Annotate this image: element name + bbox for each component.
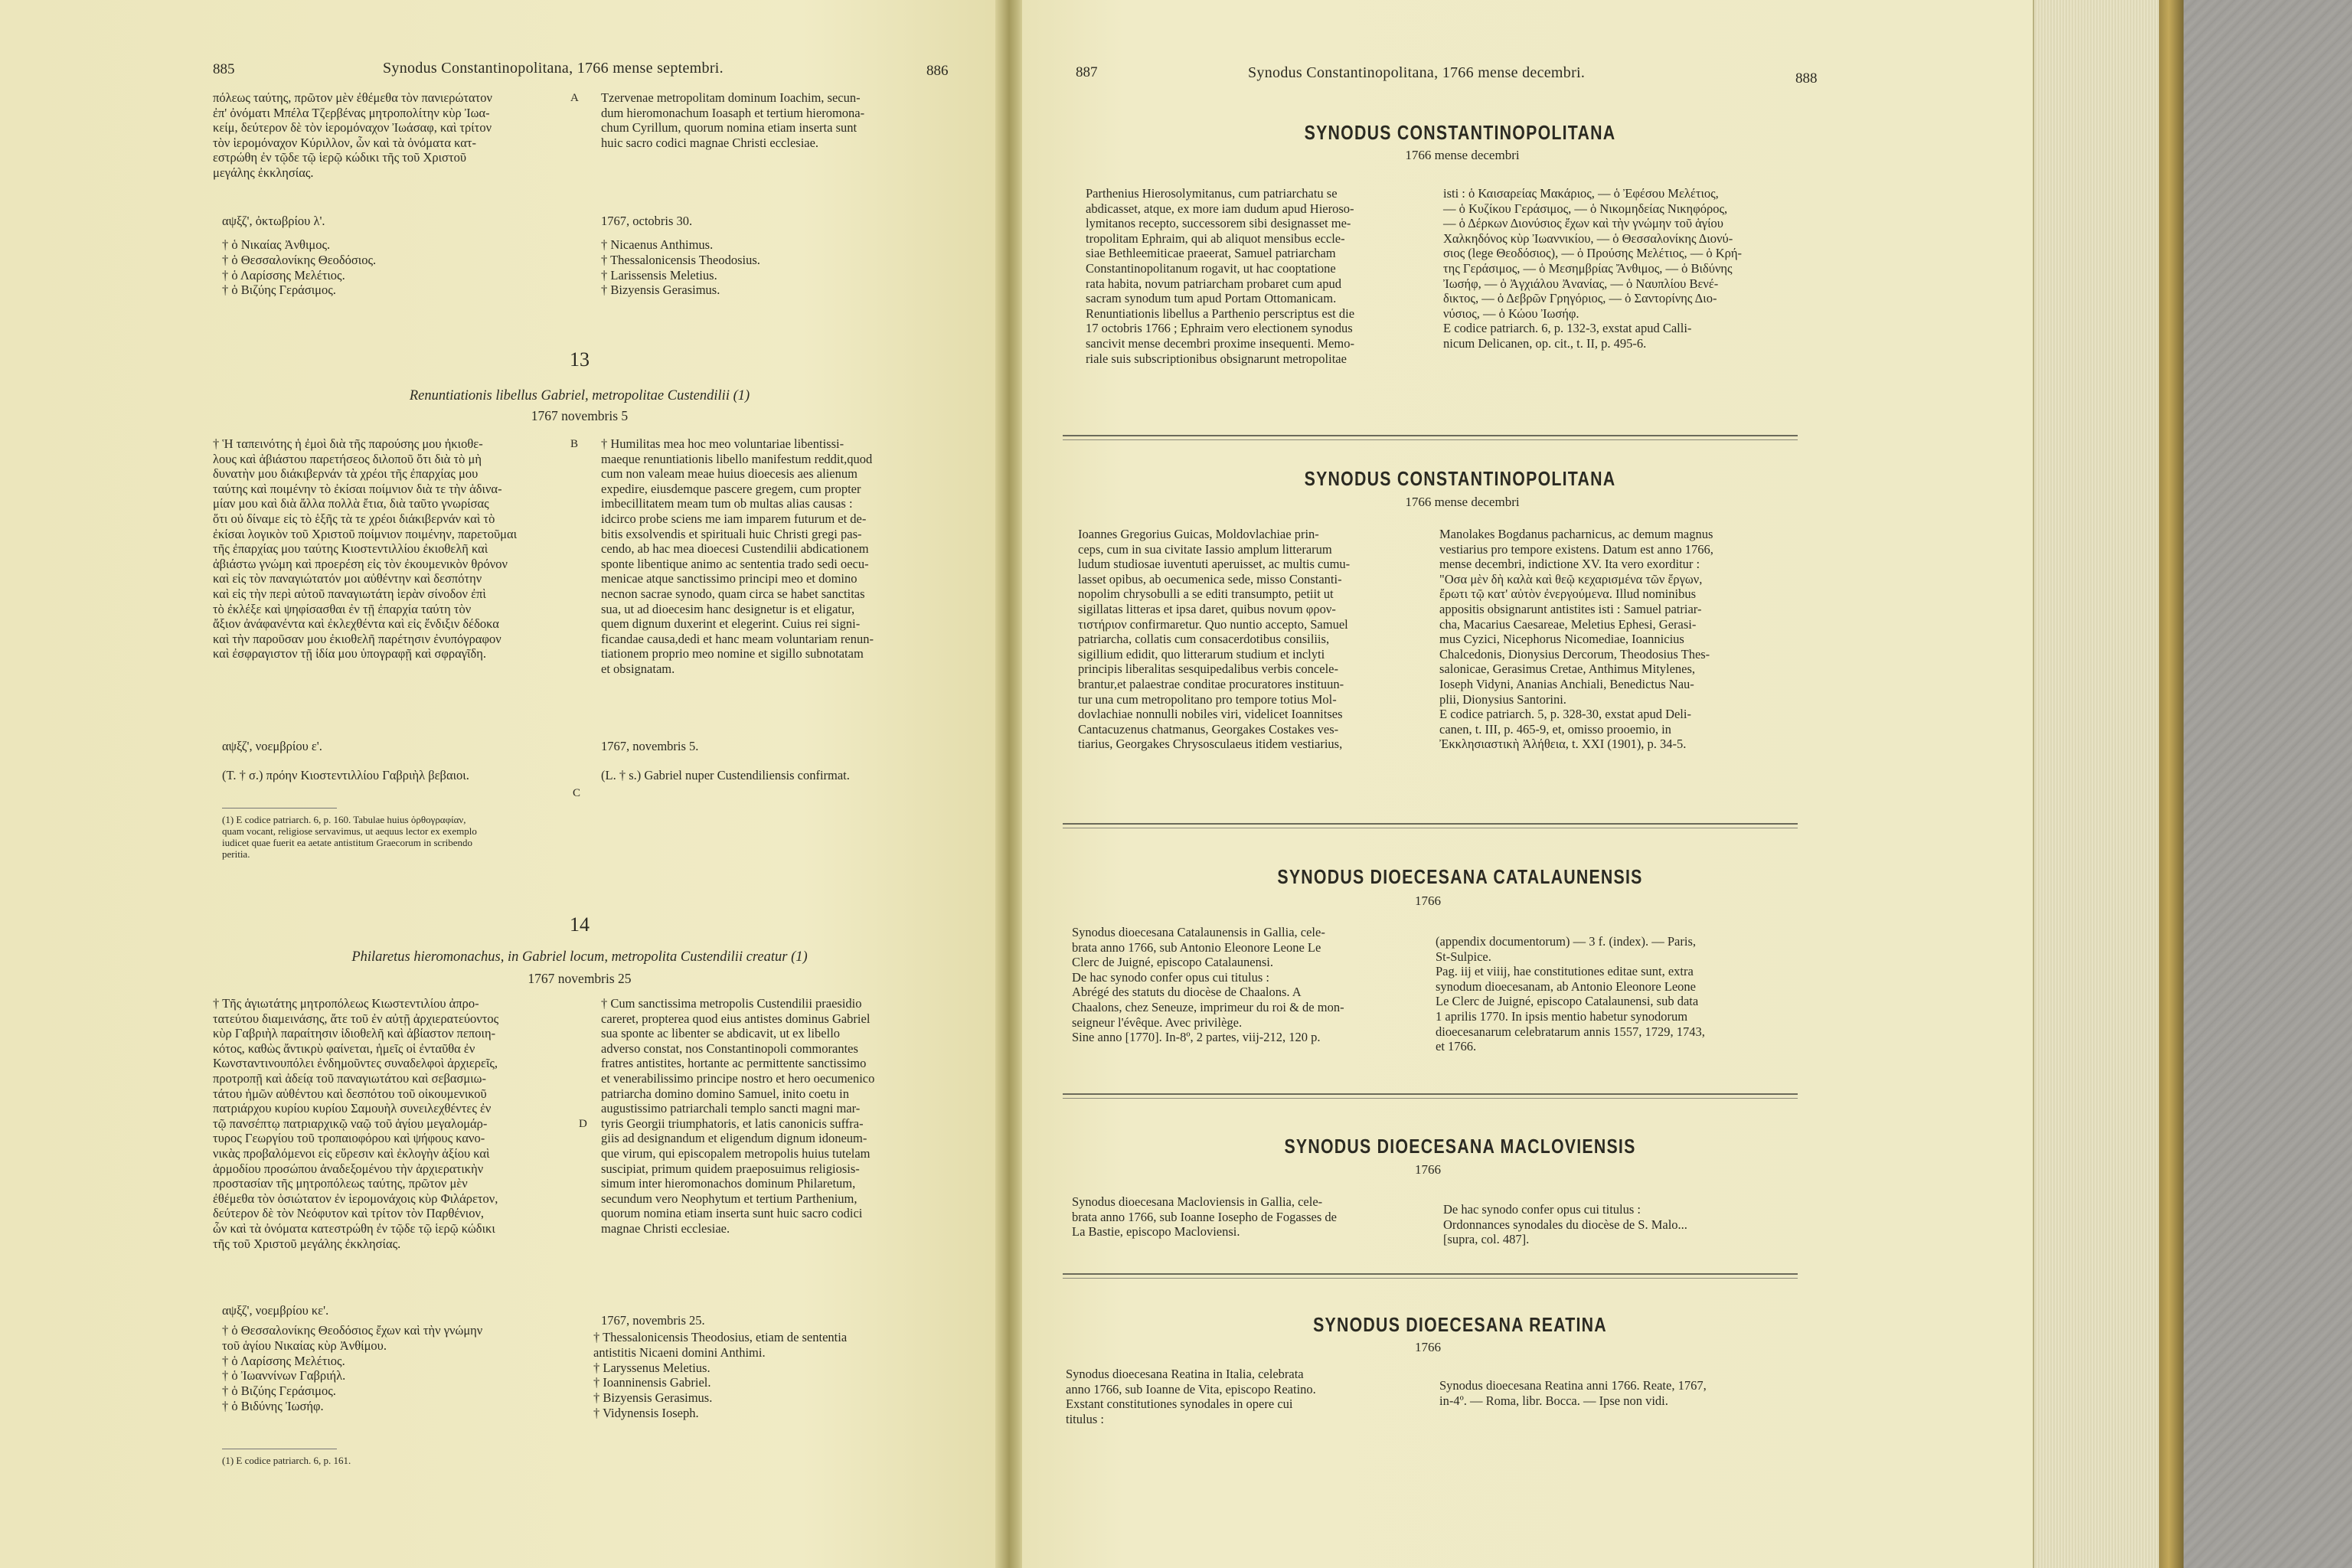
text-line: lasset opibus, ab oecumenica sede, misso Constanti- — [1078, 571, 1342, 586]
text-line: dioecesanarum celebratarum annis 1557, 1729, 1743, — [1436, 1024, 1705, 1039]
signature-line: † ὁ Θεσσαλονίκης Θεοδόσιος. — [222, 252, 377, 267]
text-line: salonicae, Gerasimus Cretae, Anthimus Mitylenes, — [1439, 662, 1696, 677]
text-line: ἐθέμεθα τὸν ὁσιώτατον ἐν ἱερομονάχοις κὺρ Φιλάρετον, — [213, 1191, 498, 1206]
text-line: careret, propterea quod eius antistes dominus Gabriel — [601, 1011, 871, 1026]
text-line: synodum dioecesanam, ab Antonio Eleonore Leone — [1436, 978, 1696, 994]
text-line: huic sacro codici magnae Christi ecclesiae. — [601, 135, 819, 150]
footnote-line: (1) E codice patriarch. 6, p. 160. Tabulae huius ὀρθογραφίαν, — [222, 814, 466, 825]
text-line: σιος (lege Θεοδόσιος), — ὁ Προύσης Μελέτιος, — ὁ Κρή- — [1443, 246, 1742, 261]
text-line: E codice patriarch. 5, p. 328-30, exstat apud Deli- — [1439, 707, 1691, 722]
text-line: κείμ, δεύτερον δὲ τὸν ἱερομόναχον Ἰωάσαφ, καὶ τρίτον — [213, 120, 492, 136]
text-line: E codice patriarch. 6, p. 132-3, exstat apud Calli- — [1443, 321, 1692, 336]
greek-date-14: αψξζ', νοεμβρίου κε'. — [222, 1303, 329, 1318]
text-line: que virum, qui episcopalem metropolis huius tutelam — [601, 1145, 871, 1161]
text-line: νικὰς προβαλόμενοι εἰς εὕρεσιν καὶ ἐκλογὴν ἀξίου καὶ — [213, 1145, 490, 1161]
section-rule-1 — [1063, 435, 1798, 436]
text-line: εστρώθη ἐν τῷδε τῷ ἱερῷ κώδικι τῆς τοῦ Χριστοῦ — [213, 150, 466, 165]
text-line: appositis obsignarunt antistites isti : Samuel patriar- — [1439, 601, 1702, 616]
text-line: necnon sacrae synodo, quam circa se habet sanctitas — [601, 586, 865, 601]
text-line: sua sponte ac libenter se abdicavit, ut ex libello — [601, 1026, 841, 1041]
text-line: ἔρωτι τῷ κατ' αὐτὸν ἐνεργούμενα. Illud nominibus — [1439, 586, 1697, 602]
text-line: Pag. iij et viiij, hae constitutiones editae sunt, extra — [1436, 964, 1694, 979]
text-line: mense decembri, indictione XV. Ita vero exorditur : — [1439, 557, 1700, 572]
text-line: — ὁ Δέρκων Διονύσιος ἔχων καὶ τὴν γνώμην τοῦ ἁγίου — [1443, 216, 1723, 231]
text-line: λους καὶ ἀβιάστου παρετήσεος διλοποῦ ὅτι διὰ τὸ μὴ — [213, 451, 482, 466]
text-line: De hac synodo confer opus cui titulus : — [1072, 969, 1269, 985]
text-line: Ordonnances synodales du diocèse de S. Malo... — [1443, 1217, 1687, 1232]
page-edges — [2033, 0, 2161, 1568]
text-line: cha, Macarius Caesareae, Meletius Ephesi, Gerasi- — [1439, 616, 1697, 632]
text-line: νύσιος, — ὁ Κώου Ἰωσήφ. — [1443, 305, 1579, 321]
text-line: Synodus dioecesana Macloviensis in Gallia, cele- — [1072, 1194, 1323, 1209]
text-line: της Γεράσιμος, — ὁ Μεσημβρίας Ἄνθιμος, — ὁ Βιδύνης — [1443, 260, 1733, 276]
section-title-4: SYNODUS DIOECESANA MACLOVIENSIS — [1284, 1135, 1636, 1158]
text-line: δεύτερον δὲ τὸν Νεόφυτον καὶ τρίτον τὸν Παρθένιον, — [213, 1206, 485, 1221]
text-line: † Τῆς ἁγιωτάτης μητροπόλεως Κιωστεντιλίου ἀπρο- — [213, 996, 479, 1011]
signature-line: † Vidynensis Ioseph. — [593, 1405, 699, 1420]
text-line: sigillium edidit, quo litterarum studium et inclyti — [1078, 646, 1325, 662]
section-title-1: SYNODUS CONSTANTINOPOLITANA — [1304, 121, 1616, 144]
book-cover-edge — [2159, 0, 2184, 1568]
text-line: τῆς τοῦ Χριστοῦ μεγάλης ἐκκλησίας. — [213, 1236, 401, 1251]
greek-date-13: αψξζ', νοεμβρίου ε'. — [222, 739, 322, 753]
section-date-5: 1766 — [1415, 1340, 1441, 1354]
latin-date-14: 1767, novembris 25. — [601, 1313, 705, 1328]
text-line: siae Bethleemiticae praeerat, Samuel patriarcham — [1086, 246, 1336, 261]
text-line: tiarius, Georgakes Chrysosculaeus itidem vestiarius, — [1078, 737, 1343, 752]
text-line: sponte libentique animo ac sententia trado sedi oecu- — [601, 556, 869, 571]
text-line: magnae Christi ecclesiae. — [601, 1220, 730, 1236]
signature-line: † ὁ Βιζύης Γεράσιμος. — [222, 283, 336, 298]
footnote-line: peritia. — [222, 848, 250, 860]
text-line: menicae atque sanctissimo principi meo et domino — [601, 571, 858, 586]
section-2-right-column — [1439, 527, 1792, 752]
text-line: Synodus dioecesana Catalaunensis in Gallia, cele- — [1072, 925, 1325, 939]
text-line: Χαλκηδόνος κὺρ Ἰωαννικίου, — ὁ Θεσσαλονίκης Διονύ- — [1443, 230, 1733, 246]
footnote-14: (1) E codice patriarch. 6, p. 161. — [222, 1455, 351, 1466]
text-line: ἀβιάστω γνώμη καὶ προερέση εἰς τὸν ἐκουμενικὸν θρόνον — [213, 556, 508, 571]
text-line: suscipiat, primum quidem praeposuimus religiosis- — [601, 1161, 860, 1176]
section-date-4: 1766 — [1415, 1162, 1441, 1177]
latin-date-13: 1767, novembris 5. — [601, 739, 699, 753]
text-line: simum inter hieromonachos dominum Philaretum, — [601, 1176, 856, 1191]
text-line: ὧν καὶ τὰ ὀνόματα κατεστρώθη ἐν τῷδε τῷ ἱερῷ κώδικι — [213, 1220, 495, 1236]
document-number-13: 13 — [570, 348, 590, 371]
greek-date-top: αψξζ', ὀκτωβρίου λ'. — [222, 214, 325, 228]
text-line: — ὁ Κυζίκου Γεράσιμος, — ὁ Νικομηδείας Νικηφόρος, — [1443, 201, 1728, 216]
section-date-1: 1766 mense decembri — [1405, 148, 1520, 162]
page-number-887: 887 — [1076, 64, 1098, 80]
margin-letter-b: B — [570, 438, 579, 450]
text-line: imbecillitatem meam tum ob multas alias causas : — [601, 496, 853, 511]
section-5-right-column — [1439, 1378, 1792, 1408]
text-line: adverso constat, nos Constantinopoli commorantes — [601, 1040, 858, 1056]
text-line: κότος, καθὼς ἄντικρὺ φαίνεται, ἡμεῖς οἱ ἐνταῦθα ἐν — [213, 1040, 475, 1056]
signature-line: † ὁ Νικαίας Ἀνθιμος. — [222, 237, 331, 252]
page-number-left: 885 — [213, 61, 235, 77]
text-line: ceps, cum in sua civitate Iassio amplum litterarum — [1078, 541, 1332, 557]
latin-column-14 — [601, 996, 946, 1236]
text-line: 17 octobris 1766 ; Ephraim vero electionem synodus — [1086, 321, 1353, 336]
section-3-left-column — [1072, 925, 1424, 1045]
text-line: idcirco probe sciens me iam imparem futurum et de- — [601, 511, 867, 526]
greek-signature-13: (T. † σ.) πρόην Κιοστεντιλλίου Γαβριὴλ βεβαιοι. — [222, 768, 469, 782]
section-rule-3 — [1063, 1093, 1798, 1095]
text-line: Ioannes Gregorius Guicas, Moldovlachiae prin- — [1078, 527, 1319, 541]
text-line: προστασίαν τῆς μητροπόλεως ταύτης, πρῶτον μὲν — [213, 1176, 468, 1191]
section-title-3: SYNODUS DIOECESANA CATALAUNENSIS — [1277, 865, 1643, 888]
text-line: St-Sulpice. — [1436, 949, 1491, 964]
section-date-2: 1766 mense decembri — [1405, 495, 1520, 509]
text-line: augustissimo patriarchali templo sancti magni mar- — [601, 1101, 861, 1116]
text-line: patriarcha domino domino Samuel, inito coetu in — [601, 1086, 849, 1101]
section-3-right-column — [1436, 934, 1788, 1054]
text-line: quorum nomina etiam inserta sunt huic sacro codici — [601, 1206, 863, 1221]
latin-signatures-14 — [593, 1330, 847, 1421]
text-line: bitis exsolvendis et spirituali huic Christi gregi pas- — [601, 526, 862, 541]
text-line: Κωνσταντινουπόλει ἐνδημοῦντες συναδελφοὶ ἀρχιερεῖς, — [213, 1056, 498, 1071]
signature-line: † ὁ Ἰωαννίνων Γαβριήλ. — [222, 1368, 346, 1383]
text-line: principis liberalitas sesquipedalibus verbis concele- — [1078, 662, 1338, 677]
greek-column-13 — [213, 436, 565, 662]
text-line: ἐπ' ὀνόματι Μπέλα Τζερβένας μητροπολίτην κὺρ Ἰωα- — [213, 105, 490, 120]
text-line: sacram synodum tum apud Portam Ottomanicam. — [1086, 291, 1337, 306]
signature-line: † Nicaenus Anthimus. — [601, 237, 714, 252]
section-2-left-column — [1078, 527, 1430, 752]
text-line: titulus : — [1066, 1411, 1104, 1426]
text-line: ταύτης καὶ ποιμένην τὸ ἐκίσαι ποίμνιον διὰ τε τὴν ἀδινα- — [213, 481, 502, 496]
greek-signatures-14 — [222, 1323, 482, 1414]
text-line: brantur,et palaestrae conditae procuratores instituun- — [1078, 676, 1344, 691]
signature-line: † ὁ Θεσσαλονίκης Θεοδόσιος ἔχων καὶ τὴν γνώμην — [222, 1323, 483, 1338]
section-rule-2 — [1063, 823, 1798, 825]
text-line: dum hieromonachum Ioasaph et tertium hieromona- — [601, 105, 865, 120]
text-line: et obsignatam. — [601, 661, 675, 676]
text-line: ἄξιον ἀνάφανέντα καὶ ἐκλεχθέντα καὶ εἰς ἔνδιξιν δέδοκα — [213, 616, 499, 632]
section-rule-4b — [1063, 1278, 1798, 1279]
text-line: anno 1766, sub Ioanne de Vita, episcopo Reatino. — [1066, 1381, 1316, 1396]
section-1-right-column — [1443, 186, 1792, 351]
text-line: tur una cum metropolitano pro tempore totius Mol- — [1078, 691, 1337, 707]
text-line: brata anno 1766, sub Antonio Eleonore Leone Le — [1072, 939, 1321, 955]
table-surface — [2184, 0, 2352, 1568]
footnote-line: iudicet quae fuerit ea aetate antistitum Graecorum in scribendo — [222, 837, 473, 848]
text-line: quem dignum duxerint et elegerint. Cuius rei signi- — [601, 616, 861, 632]
text-line: tropolitam Ephraim, qui ab aliquot mensibus eccle- — [1086, 230, 1345, 246]
text-line: Synodus dioecesana Reatina in Italia, celebrata — [1066, 1367, 1304, 1381]
text-line: ficandae causa,dedi et hanc meam voluntariam renun- — [601, 631, 874, 646]
section-rule-1b — [1063, 439, 1798, 440]
document-date-14: 1767 novembris 25 — [528, 971, 632, 986]
footnote-13 — [222, 814, 574, 860]
running-title-left: Synodus Constantinopolitana, 1766 mense septembri. — [383, 60, 724, 77]
text-line: fratres antistites, hortante ac permittente sanctissimo — [601, 1056, 867, 1071]
signature-line: † Bizyensis Gerasimus. — [601, 283, 720, 298]
text-line: Chaalons, chez Seneuze, imprimeur du roi & de mon- — [1072, 999, 1344, 1014]
text-line: δυνατὴν μου διάκιβερνάν τὰ χρέοι τῆς ἐπαρχίας μου — [213, 466, 479, 482]
text-line: τάτου ἡμῶν αὐθέντου καὶ δεσπότου τοῦ οἰκουμενικοῦ — [213, 1086, 487, 1101]
text-line: μίαν μου καὶ διὰ ἄλλα πολλὰ ἔτια, διὰ ταῦτο γνωρίσας — [213, 496, 489, 511]
signature-line: † Ioanninensis Gabriel. — [593, 1375, 711, 1390]
text-line: Chalcedonis, Dionysius Dercorum, Theodosius Thes- — [1439, 646, 1710, 662]
text-line: mus Cyzici, Nicephorus Nicomediae, Ioannicius — [1439, 632, 1684, 647]
document-number-14: 14 — [570, 913, 590, 936]
running-title-right: Synodus Constantinopolitana, 1766 mense decembri. — [1248, 64, 1586, 81]
text-line: isti : ὁ Καισαρείας Μακάριος, — ὁ Ἐφέσου Μελέτιος, — [1443, 186, 1719, 201]
signature-line: † ὁ Λαρίσσης Μελέτιος. — [222, 1353, 345, 1368]
section-1-left-column — [1086, 186, 1434, 366]
text-line: plii, Dionysius Santorini. — [1439, 691, 1566, 707]
text-line: Constantinopolitanum rogavit, ut hac cooptatione — [1086, 260, 1336, 276]
text-line: τὸν ἱερομόναχον Κύριλλον, ὧν καὶ τὰ ὀνόματα κατ- — [213, 135, 477, 150]
signature-line: † Thessalonicensis Theodosius, etiam de sententia — [593, 1330, 848, 1344]
latin-column-top — [601, 90, 946, 150]
text-line: Sine anno [1770]. In-8º, 2 partes, viij-212, 120 p. — [1072, 1030, 1321, 1045]
text-line: καὶ ἐσφραγιστον τῇ ἰδία μου ὑπογραφῇ καὶ σφραγῖδη. — [213, 646, 487, 662]
margin-letter-d: D — [579, 1118, 587, 1130]
text-line: De hac synodo confer opus cui titulus : — [1443, 1202, 1641, 1217]
text-line: cum non valeam meae huius dioecesis aes alienum — [601, 466, 858, 482]
text-line: lymitanos recepto, successorem sibi designasset me- — [1086, 216, 1351, 231]
text-line: τὸ ἐκλέξε καὶ ψηφίσασθαι ἐν τῇ ἐπαρχία ταύτη τὸν — [213, 601, 472, 616]
text-line: Exstant constitutiones synodales in opere cui — [1066, 1396, 1293, 1412]
text-line: dovlachiae nonnulli nobiles viri, videlicet Ioannitses — [1078, 707, 1343, 722]
text-line: ἐκίσαι λογικὸν τοῦ Χριστοῦ ποίμνιον ποιμένην, παρετοῦμαι — [213, 526, 518, 541]
text-line: καὶ τὴν παροῦσαν μου ἐκιοθελῆ παρέτησιν ἐνυπόγραφον — [213, 631, 501, 646]
text-line: in-4º. — Roma, libr. Bocca. — Ipse non vidi. — [1439, 1393, 1668, 1408]
text-line: τυρος Γεωργίου τοῦ τροπαιοφόρου καὶ ψήφους κανο- — [213, 1131, 485, 1146]
text-line: "Οσα μὲν δὴ καλὰ καὶ θεῷ κεχαρισμένα τῶν ἔργων, — [1439, 571, 1703, 586]
text-line: Cantacuzenus chatmanus, Georgakes Costakes ves- — [1078, 721, 1339, 737]
text-line: [supra, col. 487]. — [1443, 1232, 1530, 1247]
signature-line: † ὁ Βιζύης Γεράσιμος. — [222, 1383, 336, 1399]
text-line: τιστήριον confirmaretur. Quo nuntio accepto, Samuel — [1078, 616, 1348, 632]
margin-letter-a: A — [570, 92, 579, 104]
footnote-line: quam vocant, religiose servavimus, ut aequus lector ex exemplo — [222, 825, 477, 837]
book-gutter — [995, 0, 1026, 1568]
signature-line: † Thessalonicensis Theodosius. — [601, 252, 760, 267]
text-line: τῷ πανσέπτῳ πατριαρχικῷ ναῷ τοῦ ἁγίου μεγαλομάρ- — [213, 1116, 488, 1131]
text-line: expedire, eiusdemque pascere gregem, cum propter — [601, 481, 861, 496]
text-line: † Humilitas mea hoc meo voluntariae libentissi- — [601, 436, 844, 451]
left-page — [0, 0, 1003, 1568]
text-line: Abrégé des statuts du diocèse de Chaalons. A — [1072, 985, 1302, 1000]
text-line: Clerc de Juigné, episcopo Catalaunensi. — [1072, 955, 1274, 970]
text-line: cendo, ab hac mea dioecesi Custendilii abdicationem — [601, 541, 869, 557]
text-line: vestiarius pro tempore existens. Datum est anno 1766, — [1439, 541, 1713, 557]
text-line: ἁρμοδίου προσώπου ἀναδεξομένου τὴν ἀρχιερατικὴν — [213, 1161, 484, 1176]
text-line: Le Clerc de Juigné, episcopo Catalaunensi, sub data — [1436, 994, 1699, 1009]
text-line: μεγάλης ἐκκλησίας. — [213, 165, 314, 180]
signature-line: τοῦ ἁγίου Νικαίας κὺρ Ἀνθίμου. — [222, 1338, 387, 1353]
text-line: πατριάρχου κυρίου κυρίου Σαμουὴλ συνειλεχθέντες ἐν — [213, 1101, 492, 1116]
text-line: rata habita, novum patriarcham probaret cum apud — [1086, 276, 1341, 291]
text-line: καὶ εἰς τὴν περὶ αὐτοῦ παναγιωτάτη ἱερὰν σίνοδον ἐπὶ — [213, 586, 486, 601]
text-line: et 1766. — [1436, 1039, 1477, 1054]
signature-line: † ὁ Βιδύνης Ἰωσήφ. — [222, 1398, 324, 1413]
text-line: tiationem proprio meo nomine et sigillo subnotatam — [601, 646, 864, 662]
text-line: τατεύτου διαμεινάσης, ἅτε τοῦ ἐν αὐτῇ ἀρχιερατεύοντος — [213, 1011, 499, 1026]
section-5-left-column — [1066, 1367, 1418, 1426]
text-line: maeque renuntiationis libello manifestum reddit,quod — [601, 451, 873, 466]
section-title-2: SYNODUS CONSTANTINOPOLITANA — [1304, 467, 1616, 490]
text-line: δικτος, — ὁ Δεβρῶν Γρηγόριος, — ὁ Σαντορίνης Διο- — [1443, 291, 1717, 306]
text-line: Ioseph Vidyni, Ananias Anchiali, Benedictus Nau- — [1439, 676, 1694, 691]
latin-signatures-top — [601, 237, 760, 298]
text-line: (appendix documentorum) — 3 f. (index). — Paris, — [1436, 934, 1697, 949]
section-4-right-column — [1443, 1202, 1795, 1247]
signature-line: † Bizyensis Gerasimus. — [593, 1390, 713, 1406]
text-line: † Cum sanctissima metropolis Custendilii praesidio — [601, 996, 862, 1011]
text-line: πόλεως ταύτης, πρῶτον μὲν ἐθέμεθα τὸν πανιερώτατον — [213, 90, 492, 105]
text-line: canen, t. III, p. 465-9, et, omisso prooemio, in — [1439, 721, 1671, 737]
signature-line: † Larissensis Meletius. — [601, 267, 717, 283]
text-line: sancivit mense decembri proxime insequenti. Memo- — [1086, 335, 1354, 351]
greek-column-14 — [213, 996, 565, 1251]
text-line: et venerabilissimo principe nostro et hero oecumenico — [601, 1070, 875, 1086]
text-line: sua, ut ad dioecesim hanc designetur is et eligatur, — [601, 601, 855, 616]
page-number-888: 888 — [1795, 70, 1818, 87]
text-line: Ἐκκλησιαστικὴ Ἀλήθεια, t. XXI (1901), p. 34-5. — [1439, 737, 1687, 752]
text-line: Manolakes Bogdanus pacharnicus, ac demum magnus — [1439, 527, 1713, 541]
text-line: brata anno 1766, sub Ioanne Iosepho de Fogasses de — [1072, 1209, 1337, 1224]
signature-line: † Laryssenus Meletius. — [593, 1360, 710, 1375]
section-rule-4 — [1063, 1273, 1798, 1275]
text-line: La Bastie, episcopo Macloviensi. — [1072, 1224, 1240, 1240]
text-line: nicum Delicanen, op. cit., t. II, p. 495-6. — [1443, 335, 1647, 351]
text-line: 1 aprilis 1770. In ipsis mentio habetur synodorum — [1436, 1008, 1688, 1024]
greek-column-top — [213, 90, 565, 181]
text-line: sigillatas litteras et ipsa daret, quibus novum φρον- — [1078, 601, 1336, 616]
text-line: giis ad designandum et eligendum dignum idoneum- — [601, 1131, 867, 1146]
text-line: προτροπῇ καὶ ἀδείᾳ τοῦ παναγιωτάτου καὶ σεβασμιω- — [213, 1070, 487, 1086]
document-title-14: Philaretus hieromonachus, in Gabriel locum, metropolita Custendilii creatur (1) — [351, 949, 808, 965]
text-line: tyris Georgii triumphatoris, et latis canonicis suffra- — [601, 1116, 864, 1131]
text-line: secundum vero Neophytum et tertium Parthenium, — [601, 1191, 858, 1206]
text-line: seigneur l'évêque. Avec privilège. — [1072, 1014, 1243, 1030]
document-title-13: Renuntiationis libellus Gabriel, metropolitae Custendilii (1) — [409, 388, 750, 403]
greek-signatures-top — [222, 237, 376, 298]
signature-line: † ὁ Λαρίσσης Μελέτιος. — [222, 267, 345, 283]
text-line: καὶ εἰς τὸν παναγιώτατόν μοι αὐθέντην καὶ δεσπότην — [213, 571, 482, 586]
text-line: Synodus dioecesana Reatina anni 1766. Reate, 1767, — [1439, 1378, 1707, 1393]
text-line: chum Cyrillum, quorum nomina etiam inserta sunt — [601, 120, 858, 136]
latin-date-top: 1767, octobris 30. — [601, 214, 693, 228]
signature-line: antistitis Nicaeni domini Anthimi. — [593, 1344, 766, 1360]
text-line: Parthenius Hierosolymitanus, cum patriarchatu se — [1086, 186, 1338, 201]
text-line: Ἰωσήφ, — ὁ Ἀγχιάλου Ἀνανίας, — ὁ Ναυπλίου Βενέ- — [1443, 276, 1719, 291]
section-date-3: 1766 — [1415, 893, 1441, 908]
text-line: Renuntiationis libellus a Parthenio perscriptus est die — [1086, 305, 1355, 321]
text-line: patriarcha, collatis cum consacerdotibus consiliis, — [1078, 632, 1330, 647]
section-title-5: SYNODUS DIOECESANA REATINA — [1313, 1313, 1607, 1336]
section-4-left-column — [1072, 1194, 1424, 1240]
text-line: nopolim chrysobulli a se editi transumpto, petiit ut — [1078, 586, 1334, 602]
text-line: ὅτι οὐ δίναμε εἰς τὸ ἑξῆς τὰ τε χρέοι διάκιβερνάν καὶ τὸ — [213, 511, 495, 526]
document-date-13: 1767 novembris 5 — [531, 408, 629, 423]
text-line: κὺρ Γαβριὴλ παραίτησιν ἰδιοθελῆ καὶ ἀβίαστον πεποιη- — [213, 1026, 496, 1041]
text-line: abdicasset, atque, ex more iam dudum apud Hieroso- — [1086, 201, 1354, 216]
text-line: Tzervenae metropolitam dominum Ioachim, secun- — [601, 90, 861, 105]
text-line: riale suis subscriptionibus obsignarunt metropolitae — [1086, 351, 1347, 366]
latin-signature-13: (L. † s.) Gabriel nuper Custendiliensis confirmat. — [601, 768, 850, 782]
latin-column-13 — [601, 436, 946, 677]
text-line: † Ἡ ταπεινότης ἡ ἐμοὶ διὰ τῆς παρούσης μου ἠκιοθε- — [213, 436, 483, 451]
text-line: τῆς ἐπαρχίας μου ταύτης Κιοστεντιλλίου ἐκιοθελῆ καὶ — [213, 541, 488, 557]
page-number-right: 886 — [926, 63, 949, 79]
margin-letter-c: C — [573, 787, 581, 799]
section-rule-3b — [1063, 1098, 1798, 1099]
text-line: ludum studiosae iuventuti aperuisset, ac multis cumu- — [1078, 557, 1351, 572]
